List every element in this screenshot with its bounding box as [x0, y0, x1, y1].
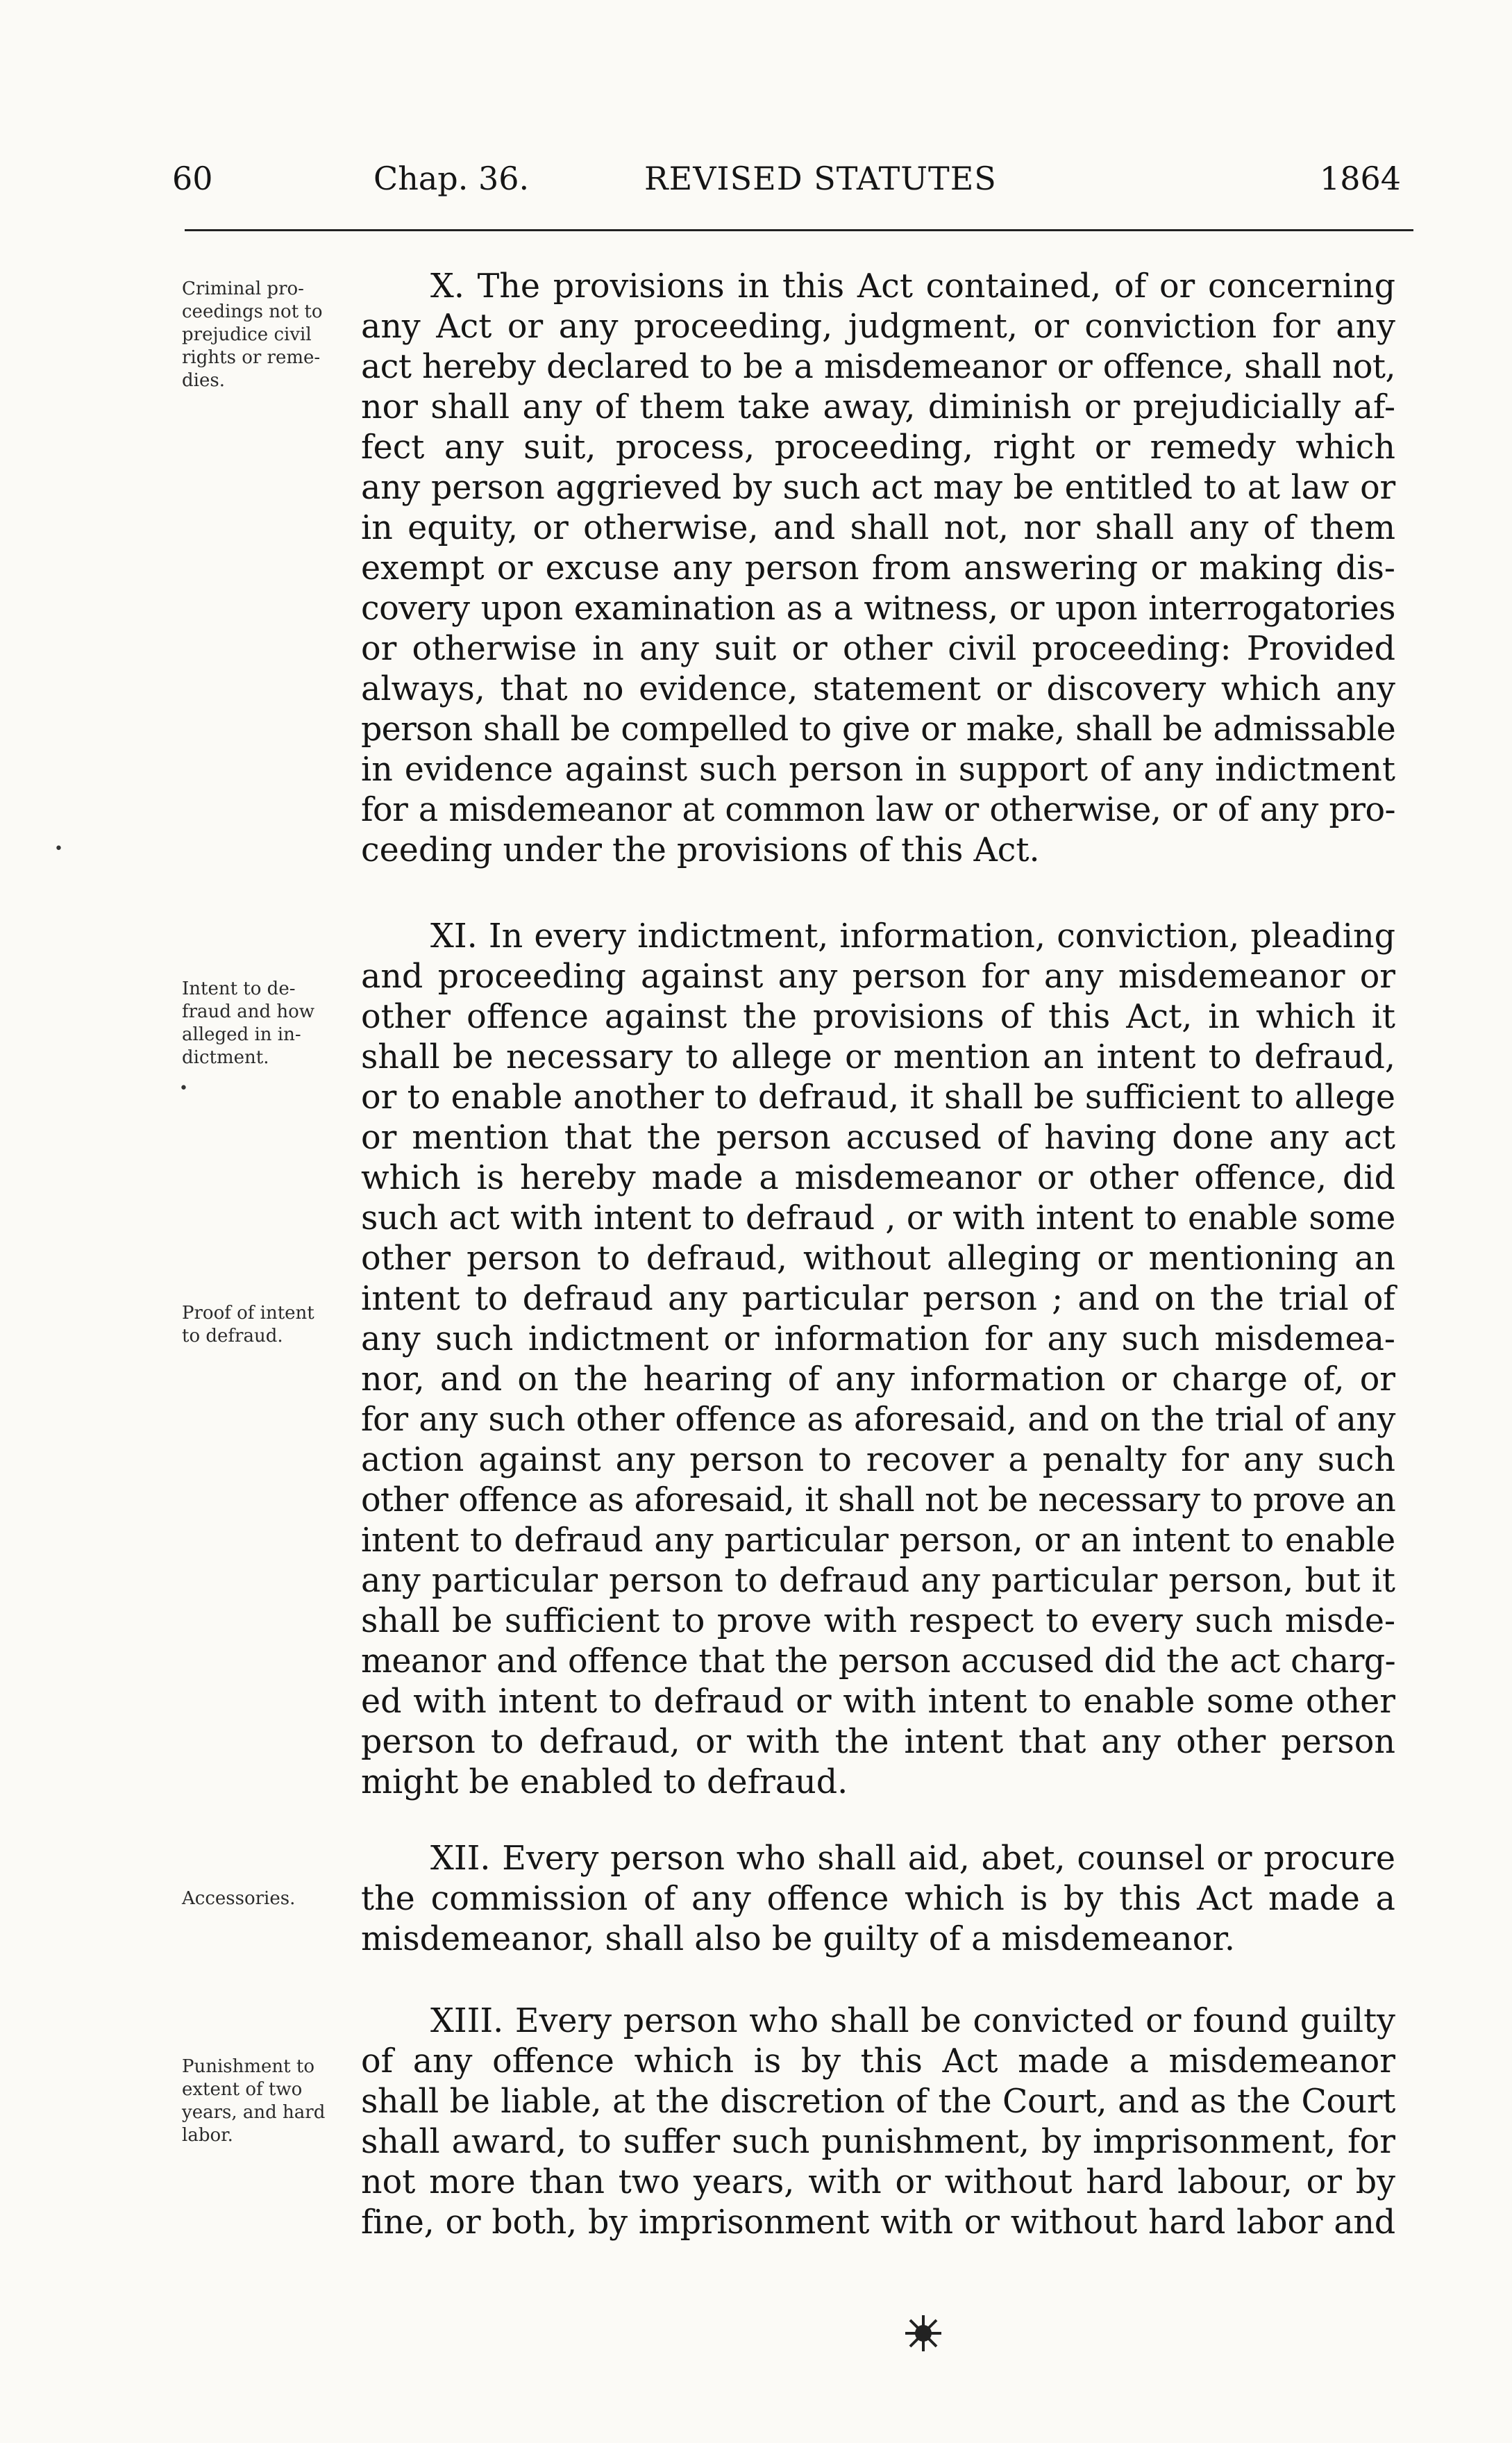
section-xii — [361, 1839, 1395, 1960]
section-xii-text: XII. Every person who shall aid, abet, counsel or procure the commission of any offence which is by this Act made a misdemeanor, shall also be guilty of a misdemeanor. — [361, 1840, 1395, 1958]
section-x — [361, 267, 1395, 871]
section-xi-text: XI. In every indictment, information, conviction, pleading and proceeding against any person for any misdemeanor or other offence against the provisions of this Act, in which it shall be necessary to allege or mention an intent to defraud, or to enable another to defraud, it shall be sufficient to allege or mention that the person accused of having done any act which is hereby made a misdemeanor or other offence, did such act with intent to defraud , or with intent to enable some other person to defraud, without alleging or mentioning an intent to defraud any particular person ; and on the trial of any such indictment or information for any such misdemea- nor, and on the hearing of any information or charge of, or for any such other offence as aforesaid, and on the trial of any action against any person to recover a penalty for any such other offence as aforesaid, it shall not be necessary to prove an intent to defraud any particular person, or an intent to enable any particular person to defraud any particular person, but it shall be sufficient to prove with respect to every such misde- meanor and offence that the person accused did the act charg- ed with intent to defraud or with intent to enable some other person to defraud, or with the intent that any other person might be enabled to defraud. — [361, 917, 1395, 1801]
running-title: REVISED STATUTES — [644, 160, 997, 197]
running-header — [172, 160, 1401, 208]
header-rule — [185, 229, 1413, 231]
side-note-punishment: Punishment to extent of two years, and hard labor. — [182, 2056, 326, 2146]
printer-ornament-icon — [902, 2312, 944, 2354]
section-xiii-text: XIII. Every person who shall be convicted or found guilty of any offence which is by this Act made a misdemeanor shall be liable, at the discretion of the Court, and as the Court shall award, to suffer such punishment, by imprisonment, for not more than two years, with or without hard labour, or by fine, or both, by imprisonment with or without hard labor and — [361, 2002, 1395, 2242]
side-note-criminal-proceedings: Criminal pro- ceedings not to prejudice civil rights or reme- dies. — [182, 278, 323, 391]
chapter-label: Chap. 36. — [373, 160, 530, 197]
section-xiii — [361, 2001, 1395, 2243]
section-xi — [361, 917, 1395, 1803]
margin-mark: • — [54, 840, 63, 858]
header-year: 1864 — [1319, 160, 1401, 197]
page-number: 60 — [172, 160, 213, 197]
section-x-text: X. The provisions in this Act contained, of or concerning any Act or any proceeding, judgment, or conviction for any act hereby declared to be a misdemeanor or offence, shall not, nor shall any of them take away, diminish or prejudicially af- fect any suit, process, proceeding, right or remedy which any person aggrieved by such act may be entitled to at law or in equity, or otherwise, and shall not, nor shall any of them exempt or excuse any person from answering or making dis- covery upon examination as a witness, or upon interrogatories or otherwise in any suit or other civil proceeding: Provided always, that no evidence, statement or discovery which any person shall be compelled to give or make, shall be admissable in evidence against such person in support of any indictment for a misdemeanor at common law or otherwise, or of any pro- ceeding under the provisions of this Act. — [361, 267, 1395, 869]
side-note-intent-to-defraud: Intent to de- fraud and how alleged in in- dictment. — [182, 978, 315, 1068]
side-note-proof-of-intent: Proof of intent to defraud. — [182, 1303, 314, 1346]
side-note-accessories: Accessories. — [182, 1888, 296, 1909]
margin-mark: • — [179, 1080, 188, 1097]
